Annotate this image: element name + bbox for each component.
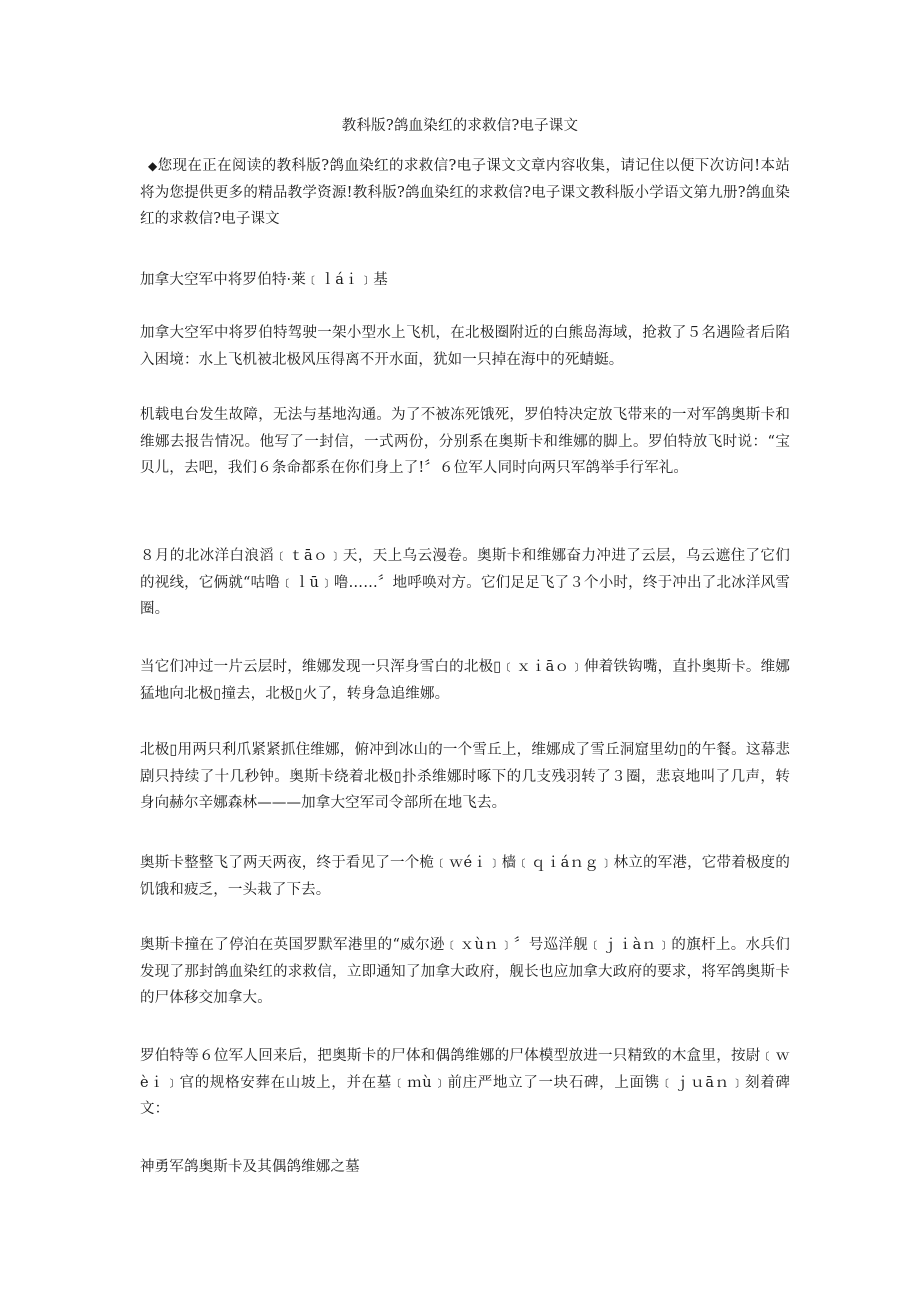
paragraph-5: 北极▯用两只利爪紧紧抓住维娜，俯冲到冰山的一个雪丘上，维娜成了雪丘洞窟里幼▯的午餐。这幕悲剧只持续了十几秒钟。奥斯卡绕着北极▯扑杀维娜时啄下的几支残羽转了３圈，悲哀地叫了几声，转身向赫尔辛娜森林———加拿大空军司令部所在地飞去。 <box>140 742 790 811</box>
intro-text: 您现在正在阅读的教科版?鸽血染红的求救信?电子课文文章内容收集，请记住以便下次访问!本站将为您提供更多的精品教学资源!教科版?鸽血染红的求救信?电子课文教科版小学语文第九册?鸽血染红的求救信?电子课文 <box>140 158 790 227</box>
paragraph-subtitle: 加拿大空军中将罗伯特·莱﹝ｌáｉ﹞基 <box>140 272 388 288</box>
paragraph-4: 当它们冲过一片云层时，维娜发现一只浑身雪白的北极▯﹝ｘｉāｏ﹞伸着铁钩嘴，直扑奥斯卡。维娜猛地向北极▯撞去，北极▯火了，转身急追维娜。 <box>140 659 790 702</box>
paragraph-6: 奥斯卡整整飞了两天两夜，终于看见了一个桅﹝ｗéｉ﹞樯﹝ｑｉáｎｇ﹞林立的军港，它带着极度的饥饿和疲乏，一头栽了下去。 <box>140 855 790 898</box>
intro-paragraph <box>140 153 790 233</box>
paragraph-1: 加拿大空军中将罗伯特驾驶一架小型水上飞机，在北极圈附近的白熊岛海域，抢救了５名遇险者后陷入困境：水上飞机被北极风压得离不开水面，犹如一只掉在海中的死蜻蜓。 <box>140 325 790 368</box>
paragraph-2: 机载电台发生故障，无法与基地沟通。为了不被冻死饿死，罗伯特决定放飞带来的一对军鸽奥斯卡和维娜去报告情况。他写了一封信，一式两份，分别系在奥斯卡和维娜的脚上。罗伯特放飞时说：“宝贝儿，去吧，我们６条命都系在你们身上了!〞６位军人同时向两只军鸽举手行军礼。 <box>140 407 790 476</box>
paragraph-3: ８月的北冰洋白浪滔﹝ｔāｏ﹞天，天上乌云漫卷。奥斯卡和维娜奋力冲进了云层，乌云遮住了它们的视线，它俩就“咕噜﹝ｌū﹞噜……〞地呼唤对方。它们足足飞了３个小时，终于冲出了北冰洋风雪圈。 <box>140 548 790 617</box>
paragraph-7: 奥斯卡撞在了停泊在英国罗默军港里的“威尔逊﹝ｘùｎ﹞〞号巡洋舰﹝ｊｉàｎ﹞的旗杆上。水兵们发现了那封鸽血染红的求救信，立即通知了加拿大政府，舰长也应加拿大政府的要求，将军鸽奥斯卡的尸体移交加拿大。 <box>140 937 790 1006</box>
paragraph-8: 罗伯特等６位军人回来后，把奥斯卡的尸体和偶鸽维娜的尸体模型放进一只精致的木盒里，按尉﹝ｗèｉ﹞官的规格安葬在山坡上，并在墓﹝ｍù﹞前庄严地立了一块石碑，上面镌﹝ｊｕāｎ﹞刻着碑文： <box>140 1048 790 1117</box>
page-title: 教科版?鸽血染红的求救信?电子课文 <box>341 118 579 134</box>
paragraph-epitaph: 神勇军鸽奥斯卡及其偶鸽维娜之墓 <box>140 1159 360 1175</box>
bullet-icon: ◆ <box>148 159 158 173</box>
